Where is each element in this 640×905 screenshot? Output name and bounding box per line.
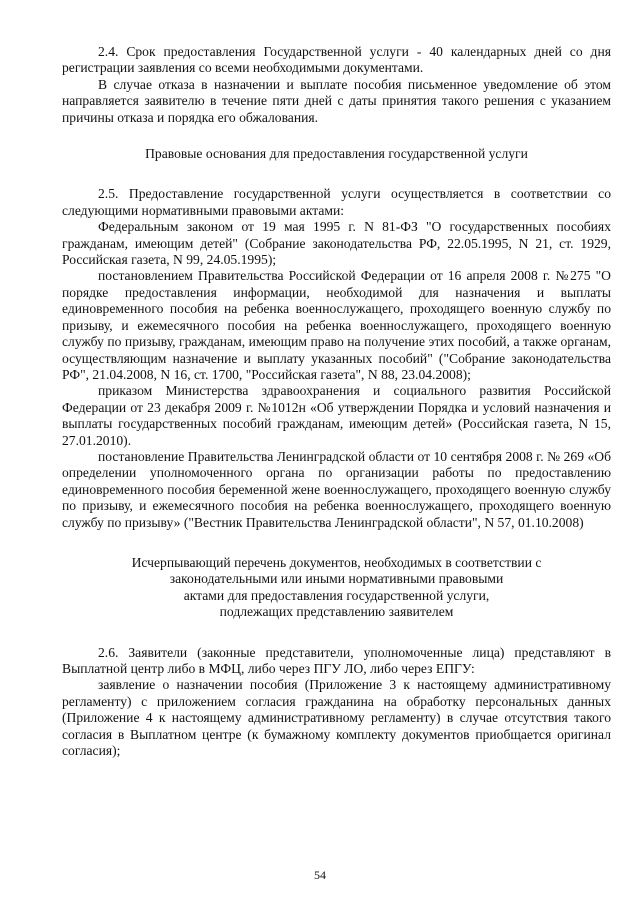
section-heading-legal-basis: Правовые основания для предоставления государственной услуги	[145, 146, 528, 162]
spacer	[62, 621, 611, 645]
paragraph-ministry-order: приказом Министерства здравоохранения и социального развития Российской Федерации от 23 декабря 2009 г. №1012н «Об утверждении Порядка и условий назначения и выплаты государственных пособий гражданам, имеющим детей» (Российская газета, N 15, 27.01.2010).	[62, 383, 611, 448]
page-number: 54	[314, 868, 326, 882]
paragraph-2-6: 2.6. Заявители (законные представители, уполномоченные лица) представляют в Выплатной центр либо в МФЦ, либо через ПГУ ЛО, либо через ЕПГУ:	[62, 644, 611, 676]
paragraph-leningrad-resolution: постановление Правительства Ленинградской области от 10 сентября 2008 г. № 269 «Об определении уполномоченного органа по организации работы по предоставлению единовременного пособия беременной жене военнослужащего, проходящего военную службу по призыву, и ежемесячного пособия на ребенка военнослужащего, проходящего военную службу по призыву» ("Вестник Правительства Ленинградской области", N 57, 01.10.2008)	[62, 448, 611, 530]
paragraph-government-resolution: постановлением Правительства Российской Федерации от 16 апреля 2008 г. №275 "О порядке предоставления информации, необходимой для назначения и выплаты единовременного пособия на ребенка военнослужащего, проходящего военную службу по призыву, и ежемесячного пособия на ребенка военнослужащего, проходящего военную службу по призыву, гражданам, имеющим право на получение этих пособий, а также органам, осуществляющим назначение и выплату указанных пособий" ("Собрание законодательства РФ", 21.04.2008, N 16, ст. 1700, "Российская газета", N 88, 23.04.2008);	[62, 268, 611, 382]
section-heading-documents-line-3: актами для предоставления государственной услуги,	[183, 587, 490, 603]
paragraph-federal-law: Федеральным законом от 19 мая 1995 г. N 81-ФЗ "О государственных пособиях гражданам, имеющим детей" (Собрание законодательства РФ, 22.05.1995, N 21, ст. 1929, Российская газета, N 99, 24.05.1995);	[62, 219, 611, 268]
paragraph-refusal-notice: В случае отказа в назначении и выплате пособия письменное уведомление об этом направляется заявителю в течение пяти дней с даты принятия такого решения с указанием причины отказа и порядка его обжалования.	[62, 76, 611, 125]
document-page	[62, 44, 611, 759]
paragraph-2-4: 2.4. Срок предоставления Государственной услуги - 40 календарных дней со дня регистрации заявления со всеми необходимыми документами.	[62, 44, 611, 76]
section-heading-documents-line-2: законодательными или иными нормативными правовыми	[169, 571, 504, 587]
section-heading-documents-line-1: Исчерпывающий перечень документов, необходимых в соответствии с	[131, 554, 542, 570]
spacer	[62, 531, 611, 555]
spacer	[62, 162, 611, 186]
paragraph-application: заявление о назначении пособия (Приложение 3 к настоящему административному регламенту) с приложением согласия гражданина на обработку персональных данных (Приложение 4 к настоящему административному регламенту) в случае отсутствия такого согласия в Выплатном центре (к бумажному комплекту документов приобщается оригинал согласия);	[62, 677, 611, 759]
paragraph-2-5: 2.5. Предоставление государственной услуги осуществляется в соответствии со следующими нормативными правовыми актами:	[62, 186, 611, 218]
spacer	[62, 126, 611, 146]
section-heading-documents-line-4: подлежащих представлению заявителем	[219, 604, 454, 620]
